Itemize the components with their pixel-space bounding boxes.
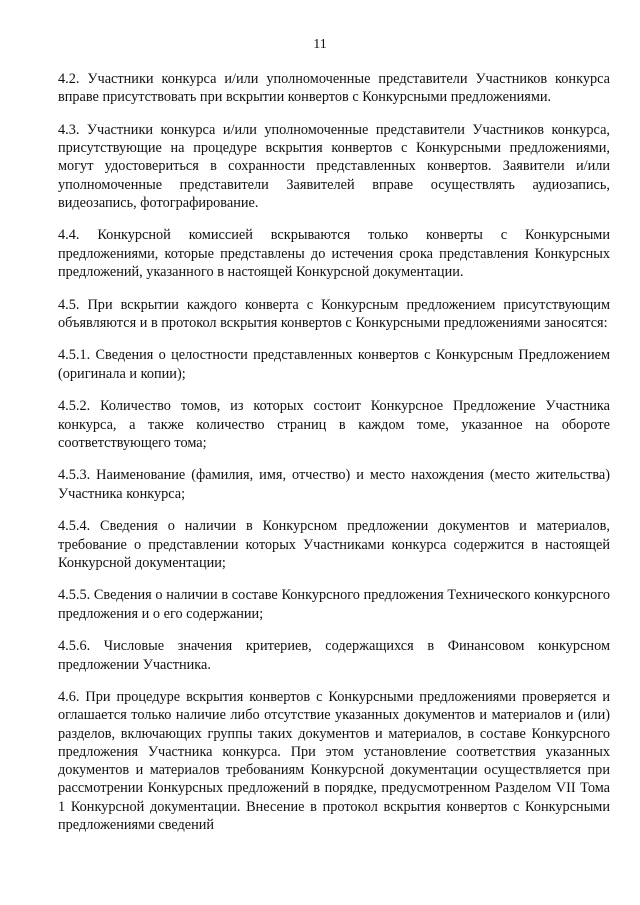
paragraph-4-4: 4.4. Конкурсной комиссией вскрываются только конверты с Конкурсными предложениями, которые представлены до истечения срока представления Конкурсных предложений, указанного в настоящей Конкурсной документации.	[58, 227, 610, 280]
paragraph-4-6: 4.6. При процедуре вскрытия конвертов с Конкурсными предложениями проверяется и оглашается только наличие либо отсутствие указанных документов и материалов и (или) разделов, включающих группы таких документов и материалов, в составе Конкурсного предложения Участника конкурса. При этом установление соответствия указанных документов и материалов требованиям Конкурсной документации осуществляется при рассмотрении Конкурсных предложений в порядке, предусмотренном Разделом VII Тома 1 Конкурсной документации. Внесение в протокол вскрытия конвертов с Конкурсными предложениями сведений	[58, 689, 610, 833]
page-number: 11	[313, 37, 327, 52]
paragraph-4-5-3: 4.5.3. Наименование (фамилия, имя, отчество) и место нахождения (место жительства) Участника конкурса;	[58, 467, 610, 502]
paragraph-4-5-1: 4.5.1. Сведения о целостности представленных конвертов с Конкурсным Предложением (оригинала и копии);	[58, 347, 610, 382]
document-body	[58, 70, 610, 834]
paragraph-4-5: 4.5. При вскрытии каждого конверта с Конкурсным предложением присутствующим объявляются и в протокол вскрытия конвертов с Конкурсными предложениями заносятся:	[58, 296, 610, 331]
paragraph-4-5-6: 4.5.6. Числовые значения критериев, содержащихся в Финансовом конкурсном предложении Участника.	[58, 638, 610, 673]
paragraph-4-5-2: 4.5.2. Количество томов, из которых состоит Конкурсное Предложение Участника конкурса, а также количество страниц в каждом томе, указанное на обороте соответствующего тома;	[58, 398, 610, 451]
paragraph-4-3: 4.3. Участники конкурса и/или уполномоченные представители Участников конкурса, присутствующие на процедуре вскрытия конвертов с Конкурсными предложениями, могут удостовериться в сохранности представленных конвертов. Заявители и/или уполномоченные представители Заявителей вправе осуществлять аудиозапись, видеозапись, фотографирование.	[58, 121, 610, 211]
paragraph-4-2: 4.2. Участники конкурса и/или уполномоченные представители Участников конкурса вправе присутствовать при вскрытии конвертов с Конкурсными предложениями.	[58, 71, 610, 106]
paragraph-4-5-4: 4.5.4. Сведения о наличии в Конкурсном предложении документов и материалов, требование о представлении которых Участниками конкурса содержится в настоящей Конкурсной документации;	[58, 518, 610, 571]
paragraph-4-5-5: 4.5.5. Сведения о наличии в составе Конкурсного предложения Технического конкурсного предложения и о его содержании;	[58, 587, 610, 622]
